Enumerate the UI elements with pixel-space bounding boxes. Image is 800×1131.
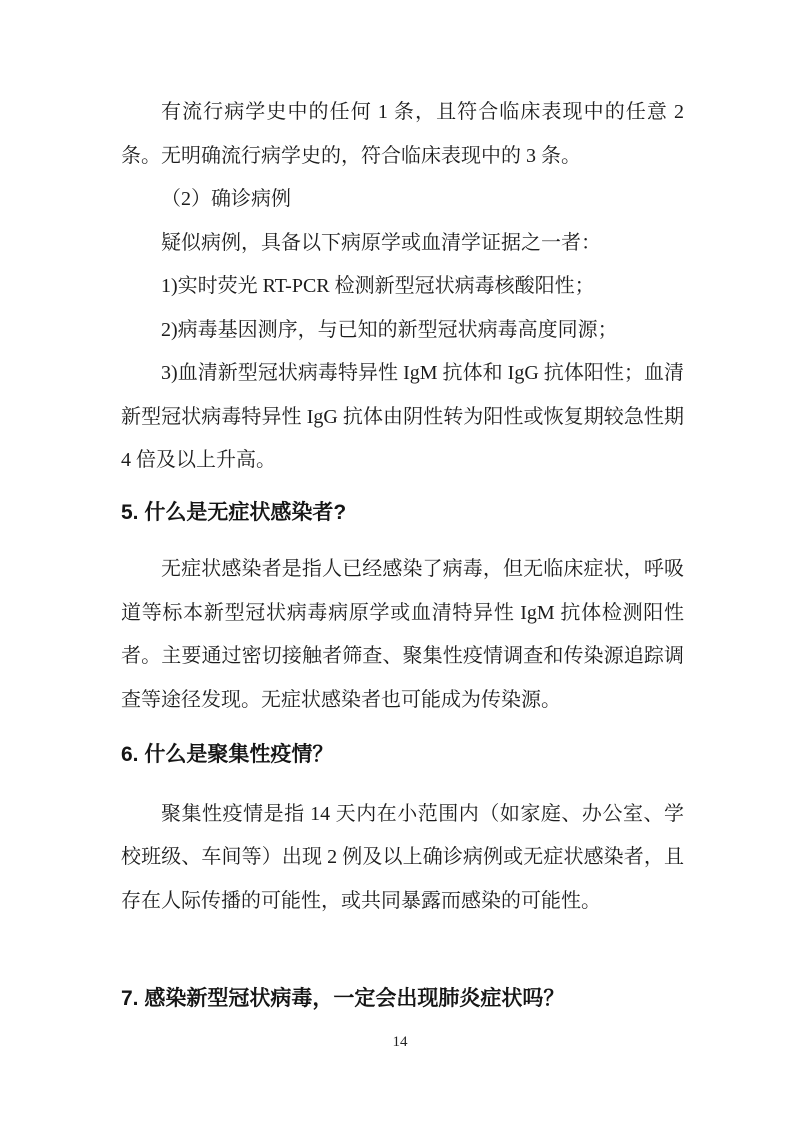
intro-paragraph: 有流行病学史中的任何 1 条，且符合临床表现中的任意 2 条。无明确流行病学史的，符合临床表现中的 3 条。 bbox=[121, 101, 684, 167]
section-5-heading: 5. 什么是无症状感染者? bbox=[121, 500, 347, 524]
page-number: 14 bbox=[392, 1034, 408, 1050]
section-7-heading: 7. 感染新型冠状病毒，一定会出现肺炎症状吗？ bbox=[121, 987, 565, 1010]
section-6-body: 聚集性疫情是指 14 天内在小范围内（如家庭、办公室、学校班级、车间等）出现 2 例及以上确诊病例或无症状感染者，且存在人际传播的可能性，或共同暴露而感染的可能性。 bbox=[121, 802, 684, 912]
document-content bbox=[121, 91, 684, 1021]
evidence-item-2: 2)病毒基因测序，与已知的新型冠状病毒高度同源； bbox=[161, 318, 618, 341]
evidence-item-3: 3)血清新型冠状病毒特异性 IgM 抗体和 IgG 抗体阳性；血清新型冠状病毒特异性 IgG 抗体由阴性转为阳性或恢复期较急性期 4 倍及以上升高。 bbox=[121, 362, 684, 471]
section-5-body: 无症状感染者是指人已经感染了病毒，但无临床症状，呼吸道等标本新型冠状病毒病原学或血清特异性 IgM 抗体检测阳性者。主要通过密切接触者筛查、聚集性疫情调查和传染源追踪调查等途径发现。无症状感染者也可能成为传染源。 bbox=[121, 558, 684, 711]
section-6-heading: 6. 什么是聚集性疫情？ bbox=[121, 743, 334, 766]
confirmed-case-label: （2）确诊病例 bbox=[161, 188, 291, 210]
evidence-item-1: 1)实时荧光 RT-PCR 检测新型冠状病毒核酸阳性； bbox=[161, 275, 595, 297]
suspected-case-intro: 疑似病例，具备以下病原学或血清学证据之一者： bbox=[161, 231, 601, 254]
